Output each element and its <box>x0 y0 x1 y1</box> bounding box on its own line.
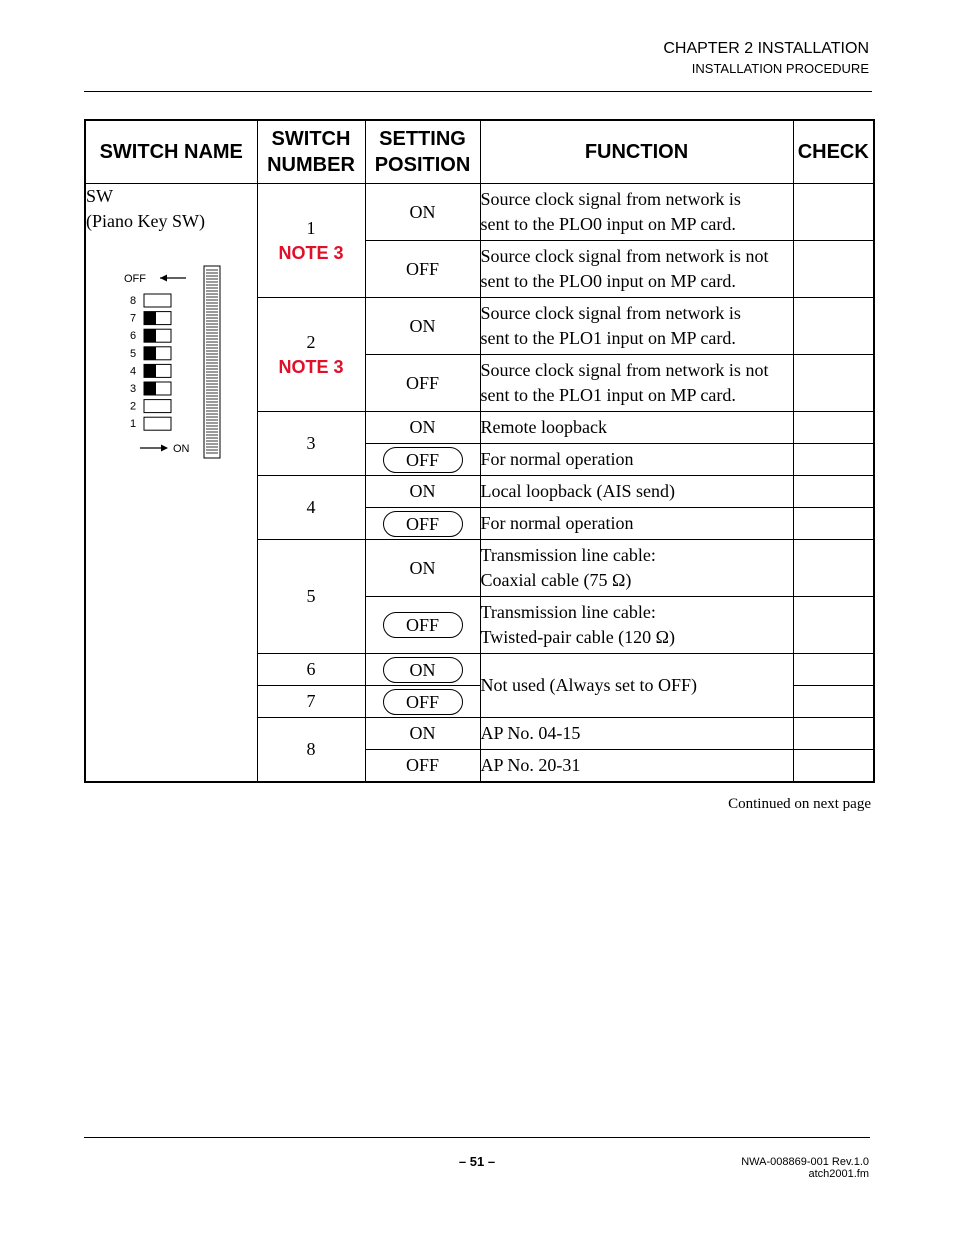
setting-position: OFF <box>365 750 480 782</box>
switch-number-1: 1 NOTE 3 <box>257 184 365 298</box>
dip-key-label: 1 <box>129 418 137 431</box>
setting-position: OFF <box>365 241 480 298</box>
setting-position <box>365 654 480 686</box>
check-cell[interactable] <box>793 298 874 355</box>
note-link[interactable]: NOTE 3 <box>278 356 344 377</box>
dip-key-label: 6 <box>129 330 137 343</box>
function-text: Local loopback (AIS send) <box>480 476 793 508</box>
default-setting-marker: OFF <box>383 511 463 537</box>
setting-position <box>365 597 480 654</box>
check-cell[interactable] <box>793 241 874 298</box>
dip-off-label: OFF <box>124 273 146 285</box>
function-text: Source clock signal from network is not sent to the PLO0 input on MP card. <box>480 241 793 298</box>
setting-position: ON <box>365 184 480 241</box>
dip-key <box>144 294 171 307</box>
section-title: INSTALLATION PROCEDURE <box>691 61 869 76</box>
default-setting-marker: OFF <box>383 612 463 638</box>
switch-number-5: 5 <box>257 540 365 654</box>
function-text: AP No. 04-15 <box>480 718 793 750</box>
document-id <box>741 1156 869 1180</box>
switch-number-4: 4 <box>257 476 365 540</box>
switch-name-cell <box>85 184 257 782</box>
switch-name: SW <box>86 186 113 206</box>
setting-position: ON <box>365 412 480 444</box>
check-cell[interactable] <box>793 540 874 597</box>
dip-key-label: 8 <box>129 295 137 307</box>
dip-key-lever <box>144 364 156 377</box>
setting-position: ON <box>365 718 480 750</box>
check-cell[interactable] <box>793 444 874 476</box>
function-text: Source clock signal from network is sent to the PLO1 input on MP card. <box>480 298 793 355</box>
check-cell[interactable] <box>793 476 874 508</box>
dip-key-label: 3 <box>129 383 137 395</box>
chapter-title: CHAPTER 2 INSTALLATION <box>663 40 869 57</box>
check-cell[interactable] <box>793 508 874 540</box>
doc-file: atch2001.fm <box>808 1168 869 1180</box>
header-switch-number: SWITCH NUMBER <box>257 120 365 184</box>
setting-position: ON <box>365 476 480 508</box>
function-text: Source clock signal from network is sent to the PLO0 input on MP card. <box>480 184 793 241</box>
dip-key-lever <box>144 347 156 360</box>
setting-position <box>365 508 480 540</box>
footer-rule <box>84 1137 870 1138</box>
switch-number-2: 2 NOTE 3 <box>257 298 365 412</box>
function-text: Transmission line cable: Coaxial cable (75 Ω) <box>480 540 793 597</box>
dip-keys <box>130 294 171 430</box>
dip-key-lever <box>144 382 156 395</box>
function-text: Transmission line cable: Twisted-pair cable (120 Ω) <box>480 597 793 654</box>
header-switch-name: SWITCH NAME <box>85 120 257 184</box>
switch-number-8: 8 <box>257 718 365 782</box>
default-setting-marker: ON <box>383 657 463 683</box>
check-cell[interactable] <box>793 686 874 718</box>
dip-key <box>144 417 171 430</box>
header-function: FUNCTION <box>480 120 793 184</box>
doc-revision: NWA-008869-001 Rev.1.0 <box>741 1156 869 1168</box>
setting-position: ON <box>365 540 480 597</box>
dip-key-label: 7 <box>129 312 137 325</box>
dip-key <box>144 400 171 413</box>
table-row <box>85 184 874 241</box>
check-cell[interactable] <box>793 750 874 782</box>
switch-number-7: 7 <box>257 686 365 718</box>
function-text: Not used (Always set to OFF) <box>480 654 793 718</box>
header-setting-position: SETTING POSITION <box>365 120 480 184</box>
dip-key-lever <box>144 329 156 342</box>
table-header-row <box>85 120 874 184</box>
switch-number-6: 6 <box>257 654 365 686</box>
function-text: Remote loopback <box>480 412 793 444</box>
piano-key-switch-diagram <box>116 264 226 464</box>
function-text: For normal operation <box>480 508 793 540</box>
switch-type: (Piano Key SW) <box>86 211 205 231</box>
dip-key-label: 4 <box>129 365 137 378</box>
continued-note: Continued on next page <box>728 796 871 812</box>
header-rule <box>84 91 872 92</box>
function-text: For normal operation <box>480 444 793 476</box>
default-setting-marker: OFF <box>383 689 463 715</box>
switch-settings-table <box>84 119 875 783</box>
check-cell[interactable] <box>793 654 874 686</box>
dip-on-label: ON <box>173 443 190 455</box>
function-text: AP No. 20-31 <box>480 750 793 782</box>
page-number: – 51 – <box>458 1154 496 1169</box>
check-cell[interactable] <box>793 355 874 412</box>
check-cell[interactable] <box>793 412 874 444</box>
setting-position: ON <box>365 298 480 355</box>
check-cell[interactable] <box>793 597 874 654</box>
header-check: CHECK <box>793 120 874 184</box>
dip-key-label: 5 <box>129 347 137 360</box>
setting-position: OFF <box>365 355 480 412</box>
setting-position <box>365 444 480 476</box>
dip-key-label: 2 <box>129 400 137 413</box>
switch-number-3: 3 <box>257 412 365 476</box>
function-text: Source clock signal from network is not sent to the PLO1 input on MP card. <box>480 355 793 412</box>
check-cell[interactable] <box>793 718 874 750</box>
note-link[interactable]: NOTE 3 <box>278 242 344 263</box>
default-setting-marker: OFF <box>383 447 463 473</box>
dip-key-lever <box>144 312 156 325</box>
setting-position <box>365 686 480 718</box>
check-cell[interactable] <box>793 184 874 241</box>
